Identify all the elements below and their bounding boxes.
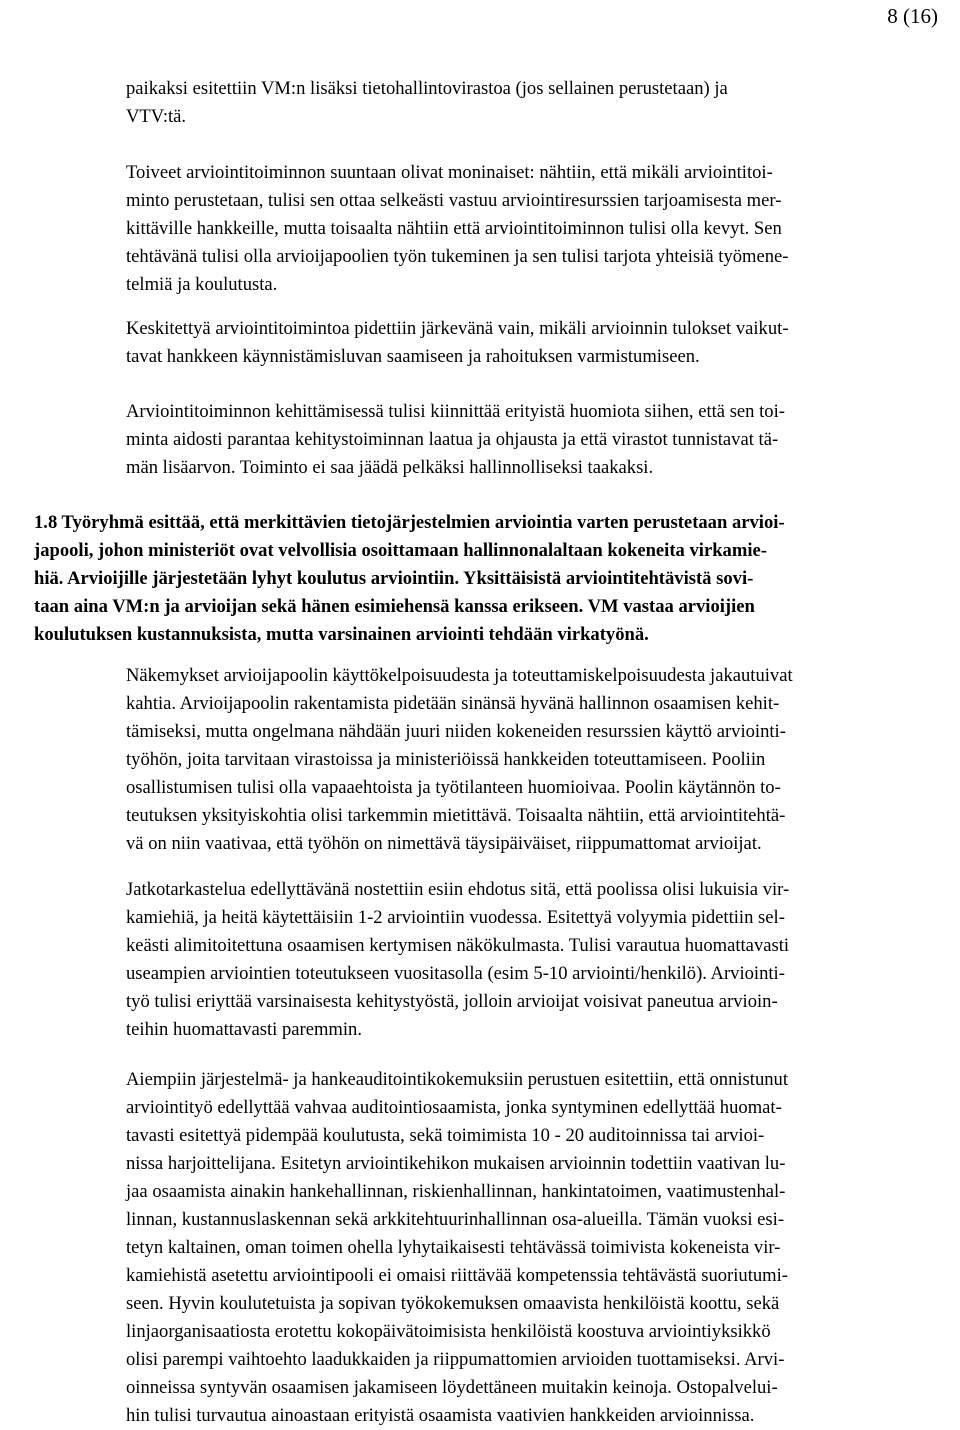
text-line: minta aidosti parantaa kehitystoiminnan laatua ja ohjausta ja että virastot tunnistavat tä- bbox=[126, 429, 779, 450]
paragraph-7 bbox=[126, 1066, 956, 1430]
text-line: osallistumisen tulisi olla vapaaehtoista ja työtilanteen huomioivaa. Poolin käytännön to- bbox=[126, 777, 781, 798]
text-line: kahtia. Arvioijapoolin rakentamista pidetään sinänsä hyvänä hallinnon osaamisen kehit- bbox=[126, 693, 780, 714]
text-line: linnan, kustannuslaskennan sekä arkkitehtuurinhallinnan osa-alueilla. Tämän vuoksi esi- bbox=[126, 1209, 785, 1230]
text-line: tämiseksi, mutta ongelmana nähdään juuri niiden kokeneiden resurssien käyttö arviointi- bbox=[126, 721, 786, 742]
text-line: minto perustetaan, tulisi sen ottaa selkeästi vastuu arviointiresurssien tarjoamisesta mer- bbox=[126, 190, 782, 211]
text-line: telmiä ja koulutusta. bbox=[126, 274, 278, 295]
text-line: nissa harjoittelijana. Esitetyn arviointikehikon mukaisen arvioinnin todettiin vaativan lu- bbox=[126, 1153, 786, 1174]
text-line: tavat hankkeen käynnistämisluvan saamiseen ja rahoituksen varmistumiseen. bbox=[126, 346, 700, 367]
proposal-line: 1.8 Työryhmä esittää, että merkittävien tietojärjestelmien arviointia varten perustetaan arvioi- bbox=[34, 512, 785, 533]
text-line: Näkemykset arvioijapoolin käyttökelpoisuudesta ja toteuttamiskelpoisuudesta jakautuivat bbox=[126, 665, 793, 686]
paragraph-1 bbox=[126, 75, 956, 131]
text-line: Keskitettyä arviointitoimintoa pidettiin järkevänä vain, mikäli arvioinnin tulokset vaikut- bbox=[126, 318, 789, 339]
paragraph-5 bbox=[126, 662, 956, 858]
text-line: vä on niin vaativaa, että työhön on nimettävä täysipäiväiset, riippumattomat arvioijat. bbox=[126, 833, 762, 854]
proposal-line: japooli, johon ministeriöt ovat velvollisia osoittamaan hallinnonalaltaan kokeneita virkamie- bbox=[34, 540, 767, 561]
text-line: useampien arviointien toteutukseen vuositasolla (esim 5-10 arviointi/henkilö). Arviointi- bbox=[126, 963, 785, 984]
text-line: Toiveet arviointitoiminnon suuntaan olivat moninaiset: nähtiin, että mikäli arviointitoi- bbox=[126, 162, 773, 183]
text-line: VTV:tä. bbox=[126, 106, 187, 127]
text-line: Arviointitoiminnon kehittämisessä tulisi kiinnittää erityistä huomiota siihen, että sen toi- bbox=[126, 401, 785, 422]
proposal-line: hiä. Arvioijille järjestetään lyhyt koulutus arviointiin. Yksittäisistä arviointitehtävistä sovi- bbox=[34, 568, 754, 589]
page-number: 8 (16) bbox=[887, 4, 938, 28]
text-line: kamiehistä asetettu arviointipooli ei omaisi riittävää kompetenssia tehtävästä suoriutumi- bbox=[126, 1265, 788, 1286]
text-line: seen. Hyvin koulutetuista ja sopivan työkokemuksen omaavista henkilöistä koottu, sekä bbox=[126, 1293, 780, 1314]
text-line: Aiempiin järjestelmä- ja hankeauditointikokemuksiin perustuen esitettiin, että onnistunut bbox=[126, 1069, 789, 1090]
text-line: keästi alimitoitettuna osaamisen kertymisen näkökulmasta. Tulisi varautua huomattavasti bbox=[126, 935, 790, 956]
text-line: tetyn kaltainen, oman toimen ohella lyhytaikaisesti tehtävässä toimivista kokeneista vir- bbox=[126, 1237, 781, 1258]
text-line: paikaksi esitettiin VM:n lisäksi tietohallintovirastoa (jos sellainen perustetaan) ja bbox=[126, 78, 728, 99]
text-line: tavasti esitettyä pidempää koulutusta, sekä toimimista 10 - 20 auditoinnissa tai arvioi- bbox=[126, 1125, 765, 1146]
proposal-1-8 bbox=[34, 509, 956, 649]
text-line: teutuksen yksityiskohtia olisi tarkemmin mietittävä. Toisaalta nähtiin, että arviointitehtä- bbox=[126, 805, 786, 826]
text-line: Jatkotarkastelua edellyttävänä nostettiin esiin ehdotus sitä, että poolissa olisi lukuisia vir- bbox=[126, 879, 790, 900]
proposal-line: taan aina VM:n ja arvioijan sekä hänen esimiehensä kanssa erikseen. VM vastaa arvioijien bbox=[34, 596, 755, 617]
text-line: työ tulisi eriyttää varsinaisesta kehitystyöstä, jolloin arvioijat voisivat paneutua arvioin- bbox=[126, 991, 778, 1012]
text-line: kittäville hankkeille, mutta toisaalta nähtiin että arviointitoiminnon tulisi olla kevyt. Sen bbox=[126, 218, 782, 239]
text-line: jaa osaamista ainakin hankehallinnan, riskienhallinnan, hankintatoimen, vaatimustenhal- bbox=[126, 1181, 786, 1202]
text-line: tehtävänä tulisi olla arvioijapoolien työn tukeminen ja sen tulisi tarjota yhteisiä työmene- bbox=[126, 246, 789, 267]
text-line: kamiehiä, ja heitä käytettäisiin 1-2 arviointiin vuodessa. Esitettyä volyymia pidettiin sel- bbox=[126, 907, 785, 928]
text-line: työhön, joita tarvitaan virastoissa ja ministeriöissä hankkeiden toteuttamiseen. Pooliin bbox=[126, 749, 766, 770]
paragraph-2 bbox=[126, 159, 956, 299]
text-line: olisi parempi vaihtoehto laadukkaiden ja riippumattomien arvioiden tuottamiseksi. Arvi- bbox=[126, 1349, 785, 1370]
text-line: oinneissa syntyvän osaamisen jakamiseen löydettäneen muitakin keinoja. Ostopalvelui- bbox=[126, 1377, 778, 1398]
text-line: teihin huomattavasti paremmin. bbox=[126, 1019, 362, 1040]
text-line: linjaorganisaatiosta erotettu kokopäivätoimisista henkilöistä koostuva arviointiyksikkö bbox=[126, 1321, 771, 1342]
text-line: män lisäarvon. Toiminto ei saa jäädä pelkäksi hallinnolliseksi taakaksi. bbox=[126, 457, 654, 478]
text-line: hin tulisi turvautua ainoastaan erityistä osaamista vaativien hankkeiden arvioinnissa. bbox=[126, 1405, 755, 1426]
proposal-line: koulutuksen kustannuksista, mutta varsinainen arviointi tehdään virkatyönä. bbox=[34, 624, 649, 645]
paragraph-3 bbox=[126, 315, 956, 371]
paragraph-4 bbox=[126, 398, 956, 482]
paragraph-6 bbox=[126, 876, 956, 1044]
text-line: arviointityö edellyttää vahvaa auditointiosaamista, jonka syntyminen edellyttää huomat- bbox=[126, 1097, 782, 1118]
